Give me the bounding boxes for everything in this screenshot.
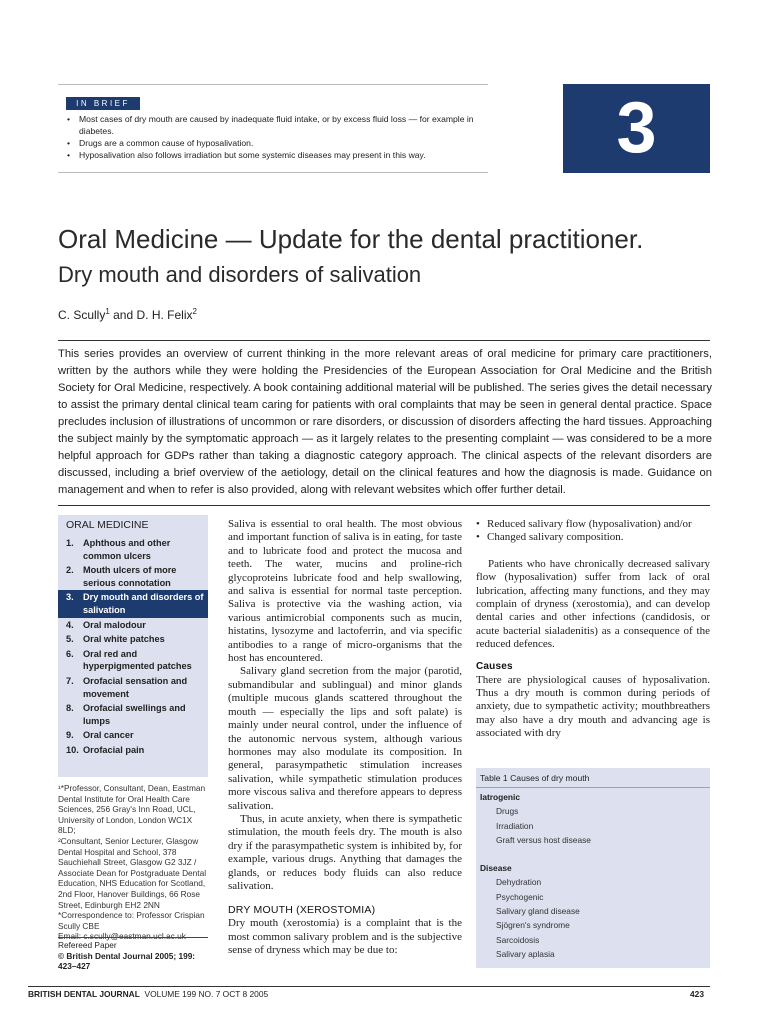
- bullet-icon: •: [67, 138, 71, 148]
- in-brief-item-text: Drugs are a common cause of hyposalivation.: [79, 138, 254, 148]
- body-paragraph: Thus, in acute anxiety, when there is sympathetic stimulation, the mouth feels dry. The mouth is also dry if the parasympathetic system is inhibited by, for example, various drugs. Anything that damages the glands, or reduces body fluids can also reduce salivation.: [228, 812, 462, 892]
- article-subtitle: Dry mouth and disorders of salivation: [58, 262, 422, 287]
- author-affil-marker: 2: [192, 307, 197, 316]
- brief-bottom-rule: [58, 172, 488, 173]
- abstract-rule: [58, 505, 710, 506]
- table-spacer: [480, 847, 706, 861]
- table-item: Graft versus host disease: [496, 834, 591, 845]
- affiliation-2: ²Consultant, Senior Lecturer, Glasgow Dental Hospital and School, 378 Sauchiehall Street, Glasgow G2 3JZ / Associate Dean for Postgraduate Dental Education, NHS Education for Scotland, 2nd Floor, Hanover Buildings, 66 Rose Street, Edinburgh EH2 2NN: [58, 835, 207, 910]
- correspondence: *Correspondence to: Professor Crispian Scully CBE: [58, 910, 205, 931]
- series-item-number: 9.: [66, 730, 74, 741]
- series-item-label: Oral malodour: [83, 619, 146, 630]
- refereed-rule: [58, 937, 208, 938]
- body-paragraph: Saliva is essential to oral health. The most obvious and important function of saliva is in eating, for taste and to lubricate food and protect the mucosa and teeth. The water, mucins and proline-rich glycoproteins lubricate food and help swallowing, and saliva is essential for normal taste perception. Saliva is protective via the washing action, via various antimicrobial components such as mucin, histatins, lysozyme and lactoferrin, and via specific antibodies to a range of micro-organisms that the host has encountered.: [228, 518, 462, 665]
- authors-rule: [58, 340, 710, 341]
- affiliations: [58, 783, 210, 942]
- series-item-label: Aphthous and other common ulcers: [83, 538, 171, 561]
- bullet-item: [476, 518, 710, 531]
- bullet-text: Changed salivary composition.: [487, 531, 624, 544]
- series-item-label: Dry mouth and disorders of salivation: [83, 592, 204, 615]
- table-item: Psychogenic: [496, 891, 544, 902]
- journal-issue: VOLUME 199 NO. 7 OCT 8 2005: [144, 989, 269, 999]
- bullet-text: Reduced salivary flow (hyposalivation) and/or: [487, 518, 692, 530]
- bullet-icon: •: [67, 114, 71, 124]
- in-brief-label: IN BRIEF: [66, 97, 140, 110]
- affiliation-1: ¹*Professor, Consultant, Dean, Eastman Dental Institute for Oral Health Care Sciences, 256 Gray's Inn Road, UCL, University of London, London WC1X 8LD;: [58, 783, 206, 836]
- series-item-label: Oral red and hyperpigmented patches: [83, 648, 192, 672]
- series-item-label: Oral white patches: [83, 634, 165, 645]
- causes-bullets: [476, 518, 710, 545]
- series-item: [58, 743, 208, 758]
- section-heading: DRY MOUTH (XEROSTOMIA): [228, 904, 376, 917]
- body-paragraph: Salivary gland secretion from the major (parotid, submandibular and sublingual) and minor glands (multiple mucous glands scattered throughout the mouth — especially the lips and soft palate) is mainly under neural control, under the influence of the autonomic nervous system, although various hormones may also modulate its composition. In general, parasympathetic stimulation increases salivation, while sympathetic stimulation produces more viscous saliva and therefore appears to depress salivation.: [228, 665, 462, 812]
- series-item: [58, 536, 208, 563]
- in-brief-item-text: Hyposalivation also follows irradiation but some systemic diseases may present in this way.: [79, 150, 426, 160]
- authors-connector: and: [109, 308, 137, 322]
- bullet-icon: •: [67, 150, 71, 160]
- series-item-number: 3.: [66, 592, 74, 603]
- table-item: Dehydration: [496, 877, 542, 888]
- body-column-3: [476, 518, 710, 741]
- body-paragraph: Dry mouth (xerostomia) is a complaint that is the most common salivary problem and is the subjective sense of dryness which may be due to:: [228, 917, 462, 957]
- refereed-paper: [58, 940, 210, 972]
- table-item: Sarcoidosis: [496, 934, 540, 945]
- table-item: Salivary gland disease: [496, 906, 580, 917]
- brief-top-rule: [58, 84, 488, 85]
- table-item: Sjögren's syndrome: [496, 920, 570, 931]
- footer-journal: [28, 989, 268, 999]
- series-item-number: 2.: [66, 565, 74, 576]
- author-name: C. Scully: [58, 308, 106, 322]
- authors-line: [58, 307, 197, 322]
- bullet-icon: •: [476, 518, 480, 530]
- author-name: D. H. Felix: [136, 308, 193, 322]
- series-item-number: 8.: [66, 703, 74, 714]
- in-brief-list: [66, 113, 496, 161]
- subsection-heading: Causes: [476, 660, 513, 672]
- body-paragraph: Patients who have chronically decreased salivary flow (hyposalivation) suffer from lack of oral lubrication, affecting many functions, and they may complain of dryness (xerostomia), and can develop dental caries and other infections (candidosis, or acute bacterial sialadenitis) as a consequence of the reduced defences.: [476, 557, 710, 651]
- body-paragraph: There are physiological causes of hyposalivation. Thus a dry mouth is common during periods of anxiety, due to sympathetic activity; mouthbreathers may also have a dry mouth and advancing age is associated with dry: [476, 673, 710, 740]
- in-brief-item: [66, 113, 496, 137]
- table-category: Disease: [480, 863, 512, 874]
- in-brief-item: [66, 149, 496, 161]
- series-item-label: Mouth ulcers of more serious connotation: [83, 565, 177, 588]
- series-item-label: Oral cancer: [83, 730, 134, 741]
- series-item-number: 4.: [66, 619, 74, 630]
- series-item: [58, 728, 208, 743]
- series-item: [58, 647, 208, 674]
- series-number-box: 3: [563, 84, 710, 173]
- series-item: [58, 618, 208, 633]
- series-item-current: [58, 590, 208, 617]
- series-item-number: 1.: [66, 538, 74, 548]
- journal-name: BRITISH DENTAL JOURNAL: [28, 989, 140, 999]
- page-number: 423: [690, 989, 704, 999]
- table-1-list: [480, 790, 706, 961]
- series-item: [58, 632, 208, 647]
- table-category: Iatrogenic: [480, 792, 521, 802]
- table-item: Drugs: [496, 806, 519, 817]
- body-column-2: [228, 518, 462, 958]
- bullet-icon: •: [476, 531, 480, 544]
- table-item: Salivary aplasia: [496, 948, 555, 959]
- series-item-number: 10.: [66, 744, 79, 755]
- abstract: This series provides an overview of current thinking in the more relevant areas of oral medicine for primary care practitioners, written by the authors while they were holding the Presidencies of the European Association for Oral Medicine and the British Society for Oral Medicine, respectively. A book containing additional material will be published. The series gives the detail necessary to assist the primary dental clinical team caring for patients with oral complaints that may be seen in general dental practice. Space precludes inclusion of illustrations of uncommon or rare disorders, or discussion of disorders affecting the hard tissues. Approaching the subject mainly by the symptomatic approach — as it largely relates to the presenting complaint — was considered to be a more helpful approach for GDPs rather than taking a diagnostic category approach. The clinical aspects of the relevant disorders are discussed, including a brief overview of the aetiology, detail on the clinical features and how the diagnosis is made. Guidance on management and when to refer is also provided, along with relevant websites which offer further detail.: [58, 348, 712, 496]
- series-item-label: Orofacial sensation and movement: [83, 675, 188, 699]
- bullet-item: [476, 531, 710, 544]
- series-item: [58, 701, 208, 728]
- series-item: [58, 674, 208, 701]
- series-item-number: 6.: [66, 648, 74, 659]
- in-brief-item-text: Most cases of dry mouth are caused by inadequate fluid intake, or by excess fluid loss — for example in diabetes.: [79, 114, 474, 136]
- refereed-label: Refereed Paper: [58, 940, 117, 950]
- series-title: ORAL MEDICINE: [66, 519, 149, 531]
- in-brief-item: [66, 137, 496, 149]
- author-affil-marker: 1: [105, 307, 110, 316]
- series-item-label: Orofacial swellings and lumps: [83, 703, 186, 726]
- article-title: Oral Medicine — Update for the dental practitioner.: [58, 224, 644, 254]
- series-item-number: 7.: [66, 675, 74, 686]
- series-item-number: 5.: [66, 634, 74, 645]
- footer-rule: [28, 986, 710, 987]
- table-1-title: Table 1 Causes of dry mouth: [476, 768, 710, 788]
- series-item-label: Orofacial pain: [83, 744, 145, 755]
- series-item: [58, 563, 208, 590]
- citation: © British Dental Journal 2005; 199: 423–427: [58, 950, 196, 972]
- series-list: [58, 536, 208, 758]
- table-item: Irradiation: [496, 820, 534, 831]
